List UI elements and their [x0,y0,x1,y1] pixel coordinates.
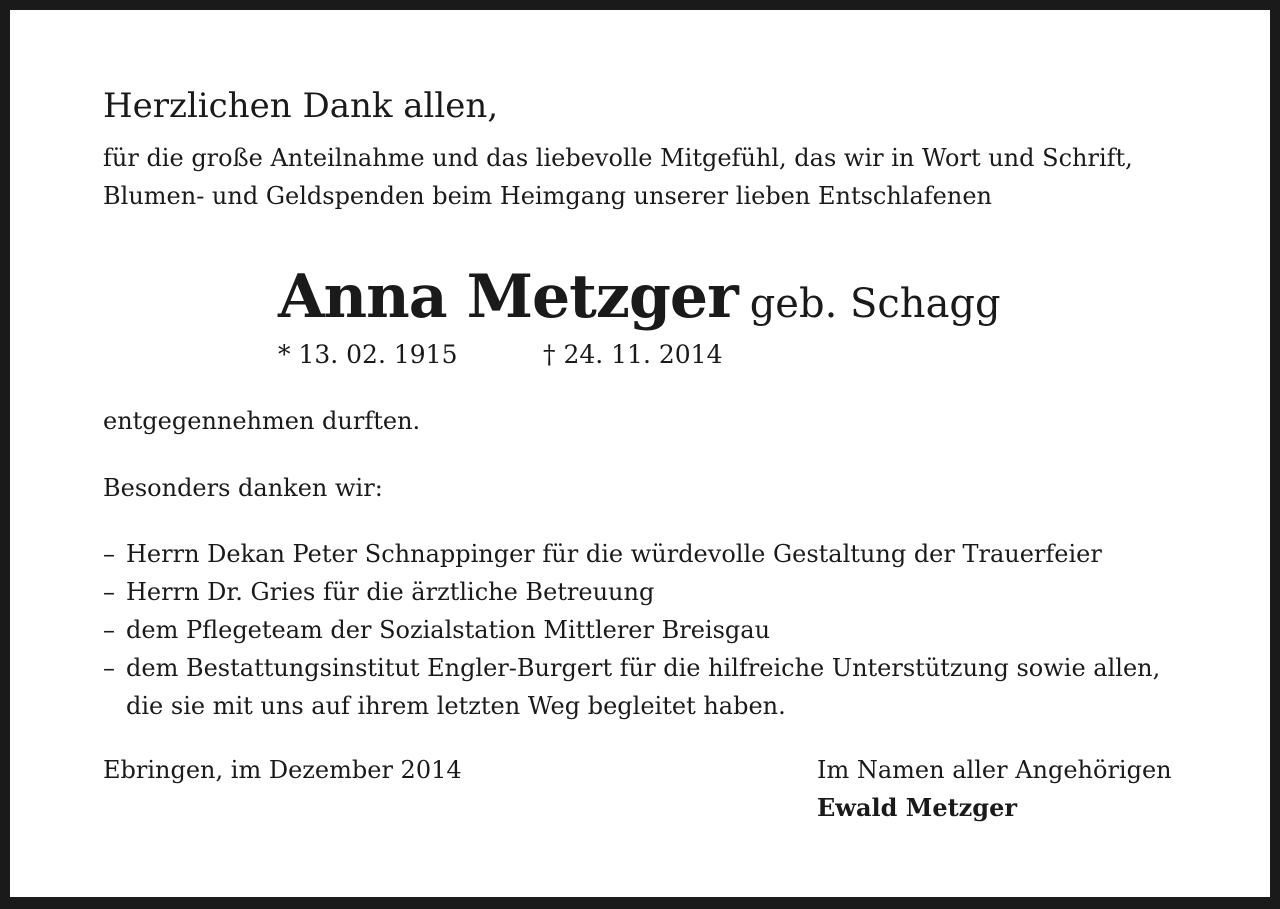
thanks-item-care-team [103,611,1160,649]
deceased-name: Anna Metzger [278,262,738,332]
birth-date: * 13. 02. 1915 [278,340,458,369]
notice-heading: Herzlichen Dank allen, [103,86,499,126]
thanks-item-dekan [103,535,1160,573]
intro-line-2: Blumen- und Geldspenden beim Heimgang unserer lieben Entschlafenen [103,182,992,210]
thanks-item-text: Herrn Dekan Peter Schnappinger für die würdevolle Gestaltung der Trauerfeier [126,540,1102,568]
signature-line: Im Namen aller Angehörigen [817,756,1172,784]
thanks-item-text: Herrn Dr. Gries für die ärztliche Betreuung [126,578,655,606]
thanks-item-text: dem Bestattungsinstitut Engler-Burgert für die hilfreiche Unterstützung sowie allen, [126,654,1161,682]
thanks-item-continuation: die sie mit uns auf ihrem letzten Weg begleitet haben. [126,692,786,720]
thanks-item-doctor [103,573,1160,611]
thanks-item-text: dem Pflegeteam der Sozialstation Mittlerer Breisgau [126,616,771,644]
thanks-list [103,535,1160,725]
accepted-text: entgegennehmen durften. [103,407,421,435]
deceased-name-line [278,262,1001,339]
thanks-item-funeral-home [103,649,1160,725]
thanks-intro: Besonders danken wir: [103,474,383,502]
intro-line-1: für die große Anteilnahme und das liebevolle Mitgefühl, das wir in Wort und Schrift, [103,144,1133,172]
place-date: Ebringen, im Dezember 2014 [103,756,462,784]
signature-name: Ewald Metzger [817,793,1018,822]
death-date: † 24. 11. 2014 [543,340,723,369]
deceased-maiden-name: geb. Schagg [749,281,1001,327]
